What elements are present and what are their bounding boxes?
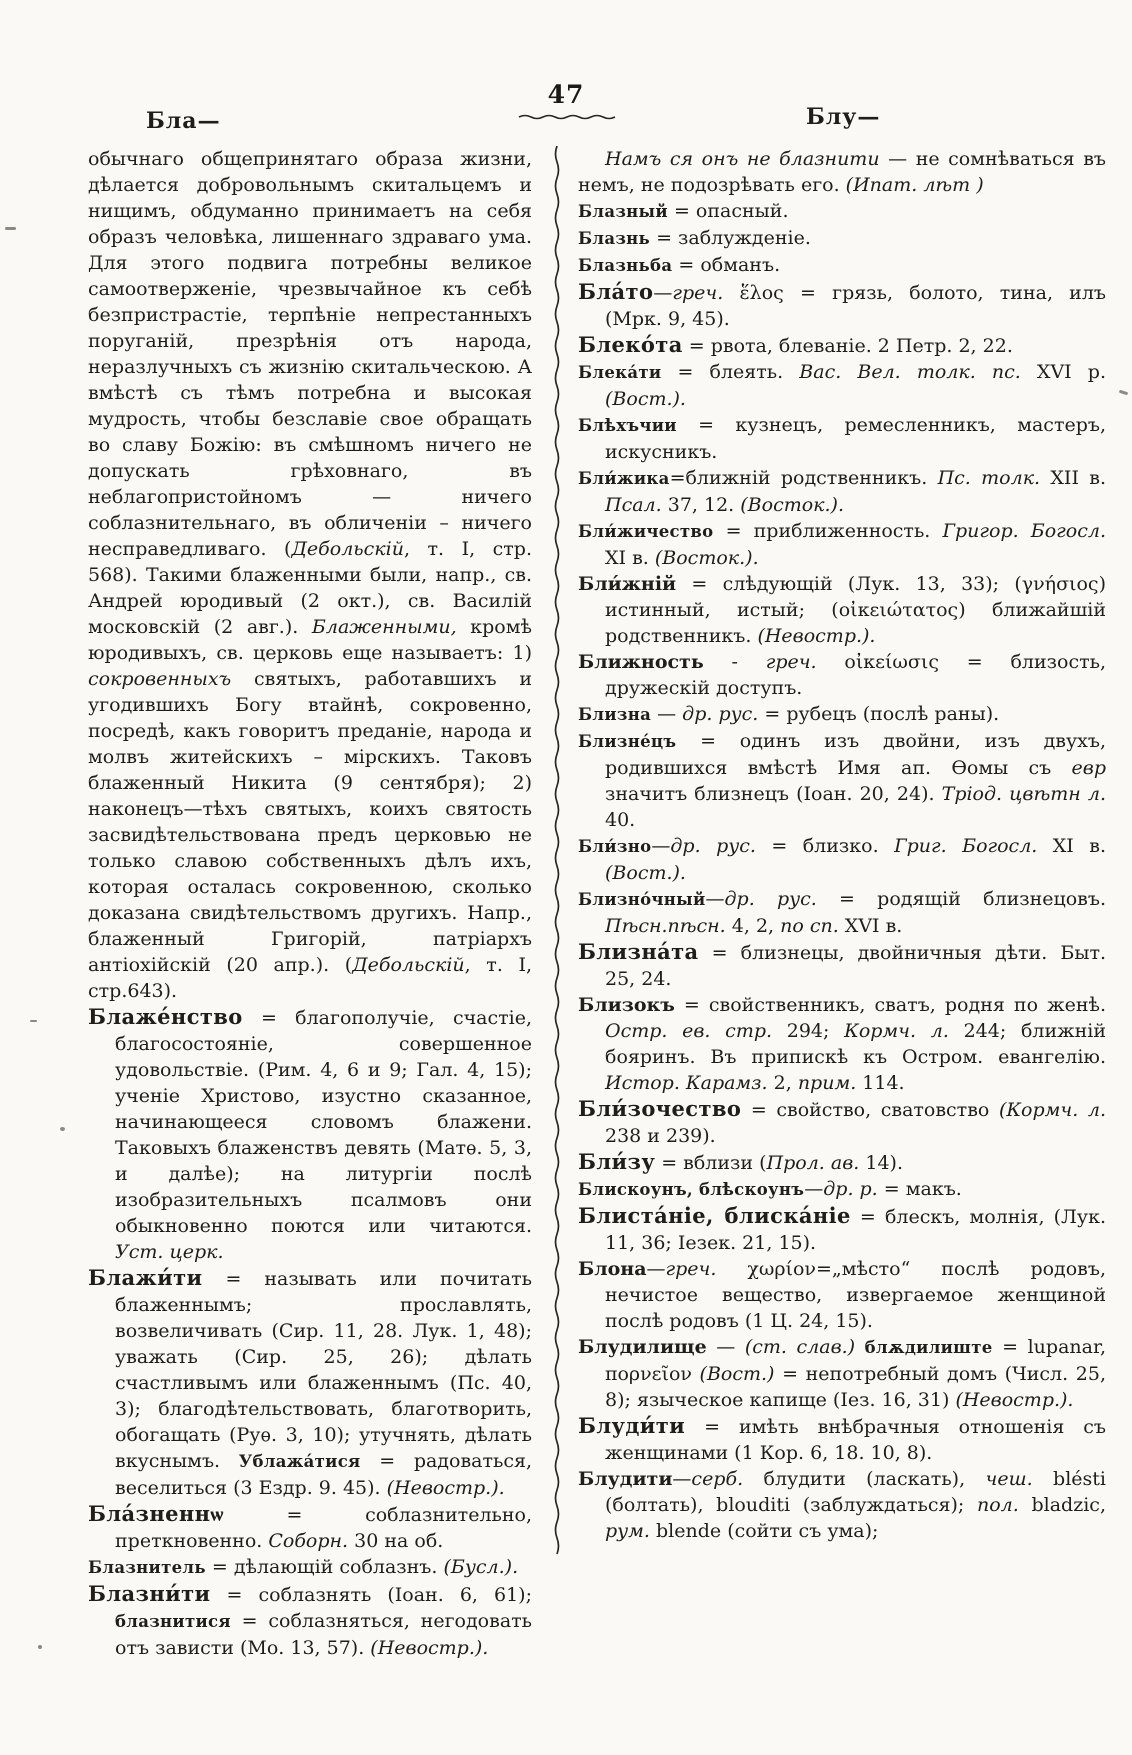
headword: Блека́ти xyxy=(578,363,662,382)
dictionary-entry xyxy=(578,1203,1106,1256)
entry-text: = приближенность. xyxy=(713,520,943,542)
entry-text: = макъ. xyxy=(877,1178,962,1200)
entry-text: (Ипат. лѣт ) xyxy=(845,174,984,196)
headword: Близокъ xyxy=(578,994,675,1016)
entry-text: XI в. xyxy=(605,547,655,569)
entry-text: =„мѣсто“ послѣ родовъ, нечистое вещество, извергаемое женщиной послѣ родовъ (1 Ц. 24, 15). xyxy=(605,1258,1107,1332)
entry-text: — xyxy=(653,282,673,304)
entry-text: γνήσιος xyxy=(1021,573,1099,595)
entry-text: = соблазняться, негодовать отъ зависти (Мо. 13, 57). xyxy=(115,1610,532,1659)
dictionary-entry xyxy=(578,701,1106,728)
entry-text: — не сомнѣваться въ немъ, не подозрѣвать его. xyxy=(578,148,1106,196)
entry-text: (Невостр.). xyxy=(757,625,876,647)
entry-text: Дебольскій xyxy=(291,538,404,560)
entry-text: = рубецъ (послѣ раны). xyxy=(758,703,1000,725)
entry-text: Остр. ев. стр. xyxy=(605,1020,773,1042)
dictionary-entry xyxy=(578,1466,1106,1544)
entry-text: = рвота, блеваніе. 2 Петр. 2, 22. xyxy=(682,335,1013,357)
entry-text: = слѣдующій (Лук. 13, 33); ( xyxy=(676,573,1022,595)
column-divider xyxy=(553,146,563,1566)
scan-speck xyxy=(1119,390,1128,396)
headword: Бла́то xyxy=(578,279,654,304)
entry-text: = имѣть внѣбрачныя отношенія съ женщинами (1 Кор. 6, 18. 10, 8). xyxy=(605,1416,1106,1464)
entry-text: Григор. Богосл. xyxy=(942,520,1106,542)
entry-text: (Невостр.). xyxy=(386,1477,505,1499)
entry-text: = заблужденіе. xyxy=(650,227,811,249)
continuation-paragraph xyxy=(578,146,1106,198)
entry-text: bladzic, xyxy=(1018,1494,1106,1516)
entry-text: ) ближайшій родственникъ. xyxy=(605,599,1106,647)
headword: блѫдилиште xyxy=(864,1338,993,1357)
headword: Бли́зно xyxy=(578,837,652,856)
entry-text: 114. xyxy=(856,1072,905,1094)
entry-text: кромѣ юродивыхъ, св. церковь еще называетъ: 1) xyxy=(88,616,532,664)
entry-text: =ближній родственникъ. xyxy=(669,467,938,489)
dictionary-entry xyxy=(578,225,1106,252)
entry-text: прим. xyxy=(797,1072,857,1094)
dictionary-entry xyxy=(578,465,1106,518)
entry-text: Григ. Богосл. xyxy=(894,835,1038,857)
page-number: 47 xyxy=(547,80,585,109)
right-column xyxy=(578,146,1106,1544)
entry-text: (Вост.) xyxy=(699,1363,775,1385)
entry-text: греч. xyxy=(665,1258,717,1280)
scan-speck xyxy=(38,1645,42,1649)
entry-text: 40. xyxy=(605,809,636,831)
entry-text: (Бусл.). xyxy=(443,1556,519,1578)
entry-text: (ст. слав.) xyxy=(744,1336,856,1358)
page-number-underline xyxy=(518,112,618,122)
entry-text: (Восток.). xyxy=(740,494,844,516)
headword: Блискоунъ, блѣскоунъ xyxy=(578,1180,805,1199)
entry-text: = блеять. xyxy=(661,361,800,383)
entry-text: Истор. Карамз. xyxy=(605,1072,768,1094)
entry-text: = радоваться, веселиться (3 Ездр. 9. 45). xyxy=(115,1450,532,1499)
entry-text: , т. I, стр. 568). Такими блаженными были, напр., св. Андрей юродивый (2 окт.), св. Василій московскій (2 авг.). xyxy=(88,538,532,638)
entry-text: = соблазнять (Іоан. 6, 61); xyxy=(210,1584,532,1606)
entry-text: Уст. церк. xyxy=(115,1241,224,1263)
entry-text: = lupanar, xyxy=(992,1336,1107,1358)
entry-text: 238 и 239). xyxy=(605,1125,716,1147)
entry-text: = вблизи ( xyxy=(655,1152,767,1174)
dictionary-entry xyxy=(578,412,1106,465)
headword: Близно́чный xyxy=(578,890,706,909)
entry-text: Дебольскій xyxy=(352,954,465,976)
entry-text: = дѣлающій соблазнъ. xyxy=(205,1556,444,1578)
entry-text: = одинъ изъ двойни, изъ двухъ, родившихся вмѣстѣ Имя ап. Ѳомы съ xyxy=(605,730,1106,779)
entry-text: ) истинный, истый; ( xyxy=(605,573,1106,621)
headword: Бли́жика xyxy=(578,469,670,488)
entry-text: обычнаго общепринятаго образа жизни, дѣлается добровольнымъ скитальцемъ и нищимъ, обдуманно принимаетъ на себя образъ человѣка, лишеннаго здраваго ума. Для этого подвига потребны великое самоотверженіе, чрезвычайное къ себѣ безпристрастіе, терпѣніе непрестанныхъ поруганій, презрѣнія отъ народа, неразлучныхъ съ жизнію скитальческою. А вмѣстѣ съ тѣмъ потребна и высокая мудрость, чтобы безславіе свое обращать во славу Божію: въ смѣшномъ ничего не допускать грѣховнаго, въ неблагопристойномъ — ничего соблазнительнаго, въ обличеніи – ничего несправедливаго. ( xyxy=(88,148,532,560)
scan-speck xyxy=(60,1127,65,1131)
entry-text: 2, xyxy=(767,1072,798,1094)
dictionary-entry xyxy=(88,1581,532,1661)
entry-text: 294; xyxy=(772,1020,845,1042)
entry-text: Псал. xyxy=(605,494,662,516)
headword: Блѣхъчии xyxy=(578,416,677,435)
dictionary-entry xyxy=(578,992,1106,1096)
entry-text xyxy=(855,1336,865,1358)
headword: Блона xyxy=(578,1258,647,1280)
entry-text xyxy=(716,1258,747,1280)
entry-text: = называть или почитать блаженнымъ; прославлять, возвеличивать (Сир. 11, 28. Лук. 1, 48); уважать (Сир. 25, 26); дѣлать счастливымъ или блаженнымъ (Пс. 40, 3); благодѣтельствовать, благотворить, обогащать (Руѳ. 3, 10); утучнять, дѣлать вкуснымъ. xyxy=(115,1268,532,1472)
entry-text: (Невостр.). xyxy=(370,1637,489,1659)
headword: Бли́жній xyxy=(578,573,677,595)
entry-text: — xyxy=(804,1178,824,1200)
entry-text: Намъ ся онъ не блазнити xyxy=(605,148,880,170)
entry-text: , т. I, стр.643). xyxy=(88,954,533,1002)
entry-text: блудити (ласкать), xyxy=(743,1468,986,1490)
headword: Блуди́ти xyxy=(578,1413,686,1438)
headword: Блажи́ти xyxy=(88,1265,203,1290)
entry-text: Тріод. цвѣтн л. xyxy=(941,783,1107,805)
entry-text: Блаженными, xyxy=(311,616,457,638)
dictionary-entry xyxy=(578,1149,1106,1176)
entry-text: др. рус. xyxy=(670,835,756,857)
dictionary-entry xyxy=(578,332,1106,359)
headword: Ближность xyxy=(578,651,704,673)
entry-text: = близнецы, двойничныя дѣти. Быт. 25, 24. xyxy=(605,942,1106,990)
entry-text: ἕλος xyxy=(739,282,784,304)
headword: Бли́жичество xyxy=(578,522,714,541)
entry-text: др. рус. xyxy=(724,888,817,910)
entry-text: значитъ близнецъ (Іоан. 20, 24). xyxy=(605,783,942,805)
entry-text xyxy=(692,1363,700,1385)
headword: Близне́цъ xyxy=(578,732,677,751)
entry-text: Соборн. xyxy=(268,1530,349,1552)
entry-text: = благополучіе, счастіе, благосостояніе, совершенное удовольствіе. (Рим. 4, 6 и 9; Гал. 4, 15); ученіе Христово, изустно сказанное, начинающееся словомъ блажени. Таковыхъ блаженствъ девять (Матѳ. 5, 3, и далѣе); на литургіи послѣ изобразительныхъ псалмовъ они обыкновенно поются или читаются. xyxy=(115,1007,532,1237)
headword: Бла́зненнѡ xyxy=(88,1501,224,1526)
entry-text: — xyxy=(706,1336,745,1358)
headword: Ублажа́тися xyxy=(238,1452,361,1471)
dictionary-entry xyxy=(578,1256,1106,1334)
column-divider-path xyxy=(556,146,559,1554)
entry-text: = близость, дружескій доступъ. xyxy=(605,651,1106,699)
entry-text: οἰκείωσις xyxy=(844,651,939,673)
entry-text: = соблазнительно, преткновенно. xyxy=(115,1504,532,1552)
entry-text: = непотребный домъ (Числ. 25, 8); языческое капище (Іез. 16, 31) xyxy=(605,1363,1106,1411)
headword: Близна xyxy=(578,705,652,724)
dictionary-entry xyxy=(578,649,1106,701)
scan-speck xyxy=(30,1020,37,1022)
headword: Блеко́та xyxy=(578,332,683,357)
entry-text: blésti (болтать), blouditi (заблуждаться); xyxy=(605,1468,1106,1516)
entry-text: рум. xyxy=(605,1520,650,1542)
entry-text: святыхъ, работавшихъ и угодившихъ Богу втайнѣ, сокровенно, посредѣ, какъ говоритъ преданіе, народа и молвъ житейскихъ – мірскихъ. Таковъ блаженный Никита (9 сентября); 2) наконецъ—тѣхъ святыхъ, коихъ святость засвидѣтельствована предъ церковью не только славою собственныхъ дѣлъ ихъ, которая осталась сокровенною, сколько доказана свидѣтельствомъ другихъ. Напр., блаженный Григорій, патріархъ антіохійскій (20 апр.). ( xyxy=(88,668,532,976)
headword: Бли́зу xyxy=(578,1149,656,1174)
dictionary-entry xyxy=(88,1265,532,1501)
headword: блазнитися xyxy=(115,1612,231,1631)
entry-text: = свойственникъ, сватъ, родня по женѣ. xyxy=(674,994,1106,1016)
continuation-paragraph xyxy=(88,146,532,1004)
dictionary-entry xyxy=(578,359,1106,412)
entry-text: Пѣсн.пѣсн. xyxy=(605,915,726,937)
headword: Блазнитель xyxy=(88,1558,206,1577)
entry-text: χωρίον xyxy=(747,1258,816,1280)
dictionary-entry xyxy=(578,1096,1106,1149)
dictionary-entry xyxy=(578,1334,1106,1413)
entry-text xyxy=(817,651,845,673)
entry-text: пол. xyxy=(976,1494,1019,1516)
dictionary-entry xyxy=(578,252,1106,279)
entry-text: серб. xyxy=(691,1468,744,1490)
headword: Блазни́ти xyxy=(88,1581,211,1606)
dictionary-entry xyxy=(578,279,1106,332)
entry-text: - xyxy=(703,651,766,673)
entry-text: др. рус. xyxy=(682,703,759,725)
left-column xyxy=(88,146,532,1661)
entry-text: οἰκειώτατος xyxy=(838,599,959,621)
entry-text: = грязь, болото, тина, илъ (Мрк. 9, 45). xyxy=(605,282,1107,330)
entry-text: (Вост.). xyxy=(605,388,686,410)
entry-text: др. р. xyxy=(823,1178,878,1200)
entry-text: = кузнецъ, ремесленникъ, мастеръ, искусникъ. xyxy=(605,414,1106,463)
entry-text: евр xyxy=(1071,757,1106,779)
dictionary-entry xyxy=(88,1554,532,1581)
entry-text: = опасный. xyxy=(667,200,789,222)
entry-text: = обманъ. xyxy=(672,254,781,276)
entry-text: 37, 12. xyxy=(661,494,741,516)
entry-text: = свойство, сватовство xyxy=(741,1099,999,1121)
dictionary-entry xyxy=(578,1413,1106,1466)
headword: Блудити xyxy=(578,1468,673,1490)
entry-text: греч. xyxy=(765,651,817,673)
scan-speck xyxy=(5,227,16,230)
entry-text: — xyxy=(705,888,725,910)
headword: Близна́та xyxy=(578,939,699,964)
entry-text: = блескъ, молнія, (Лук. 11, 36; Іезек. 21, 15). xyxy=(605,1206,1106,1254)
entry-text: Пс. толк. xyxy=(937,467,1041,489)
entry-text: сокровенныхъ xyxy=(88,668,232,690)
headword: Блазнь xyxy=(578,229,651,248)
entry-text: греч. xyxy=(672,282,724,304)
dictionary-entry xyxy=(578,1176,1106,1203)
entry-text: XVI р. xyxy=(1020,361,1106,383)
dictionary-entry xyxy=(88,1501,532,1554)
dictionary-entry xyxy=(578,886,1106,939)
dictionary-entry xyxy=(578,518,1106,571)
headword: Блаже́нство xyxy=(88,1004,243,1029)
entry-text: — xyxy=(651,703,683,725)
entry-text: = родящій близнецовъ. xyxy=(816,888,1107,910)
entry-text: (Невостр.). xyxy=(955,1389,1074,1411)
headword: Бли́зочество xyxy=(578,1096,742,1121)
running-head-right: Блу— xyxy=(806,104,881,130)
entry-text: Прол. ав. xyxy=(766,1152,860,1174)
entry-text: (Вост.). xyxy=(605,862,686,884)
entry-text: — xyxy=(672,1468,692,1490)
entry-text: XVI в. xyxy=(838,915,903,937)
entry-text: чеш. xyxy=(985,1468,1033,1490)
entry-text: = близко. xyxy=(755,835,895,857)
headword: Блазньба xyxy=(578,256,673,275)
entry-text xyxy=(723,282,739,304)
headword: Блиста́ніе, блиска́ніе xyxy=(578,1203,851,1228)
entry-text: по сп. xyxy=(780,915,839,937)
dictionary-entry xyxy=(578,571,1106,649)
entry-text: blende (сойти съ ума); xyxy=(649,1520,879,1542)
entry-text: 4, 2, xyxy=(725,915,781,937)
headword: Блудилище xyxy=(578,1336,707,1358)
entry-text: 14). xyxy=(859,1152,903,1174)
dictionary-entry xyxy=(88,1004,532,1265)
entry-text: (Восток.). xyxy=(654,547,759,569)
entry-text: XI в. xyxy=(1037,835,1106,857)
entry-text: XII в. xyxy=(1040,467,1106,489)
entry-text: 30 на об. xyxy=(348,1530,444,1552)
headword: Блазный xyxy=(578,202,668,221)
entry-text: — xyxy=(651,835,671,857)
dictionary-entry xyxy=(578,728,1106,833)
dictionary-entry xyxy=(578,833,1106,886)
entry-text: πορνεῖον xyxy=(605,1363,692,1385)
entry-text: 244; ближній бояринъ. Въ припискѣ къ Остром. евангелію. xyxy=(605,1020,1107,1068)
running-head-left: Бла— xyxy=(146,108,221,134)
entry-text: (Кормч. л. xyxy=(998,1099,1106,1121)
dictionary-entry xyxy=(578,198,1106,225)
dictionary-entry xyxy=(578,939,1106,992)
entry-text: — xyxy=(646,1258,666,1280)
entry-text: Кормч. л. xyxy=(844,1020,949,1042)
entry-text: Вас. Вел. толк. пс. xyxy=(799,361,1021,383)
